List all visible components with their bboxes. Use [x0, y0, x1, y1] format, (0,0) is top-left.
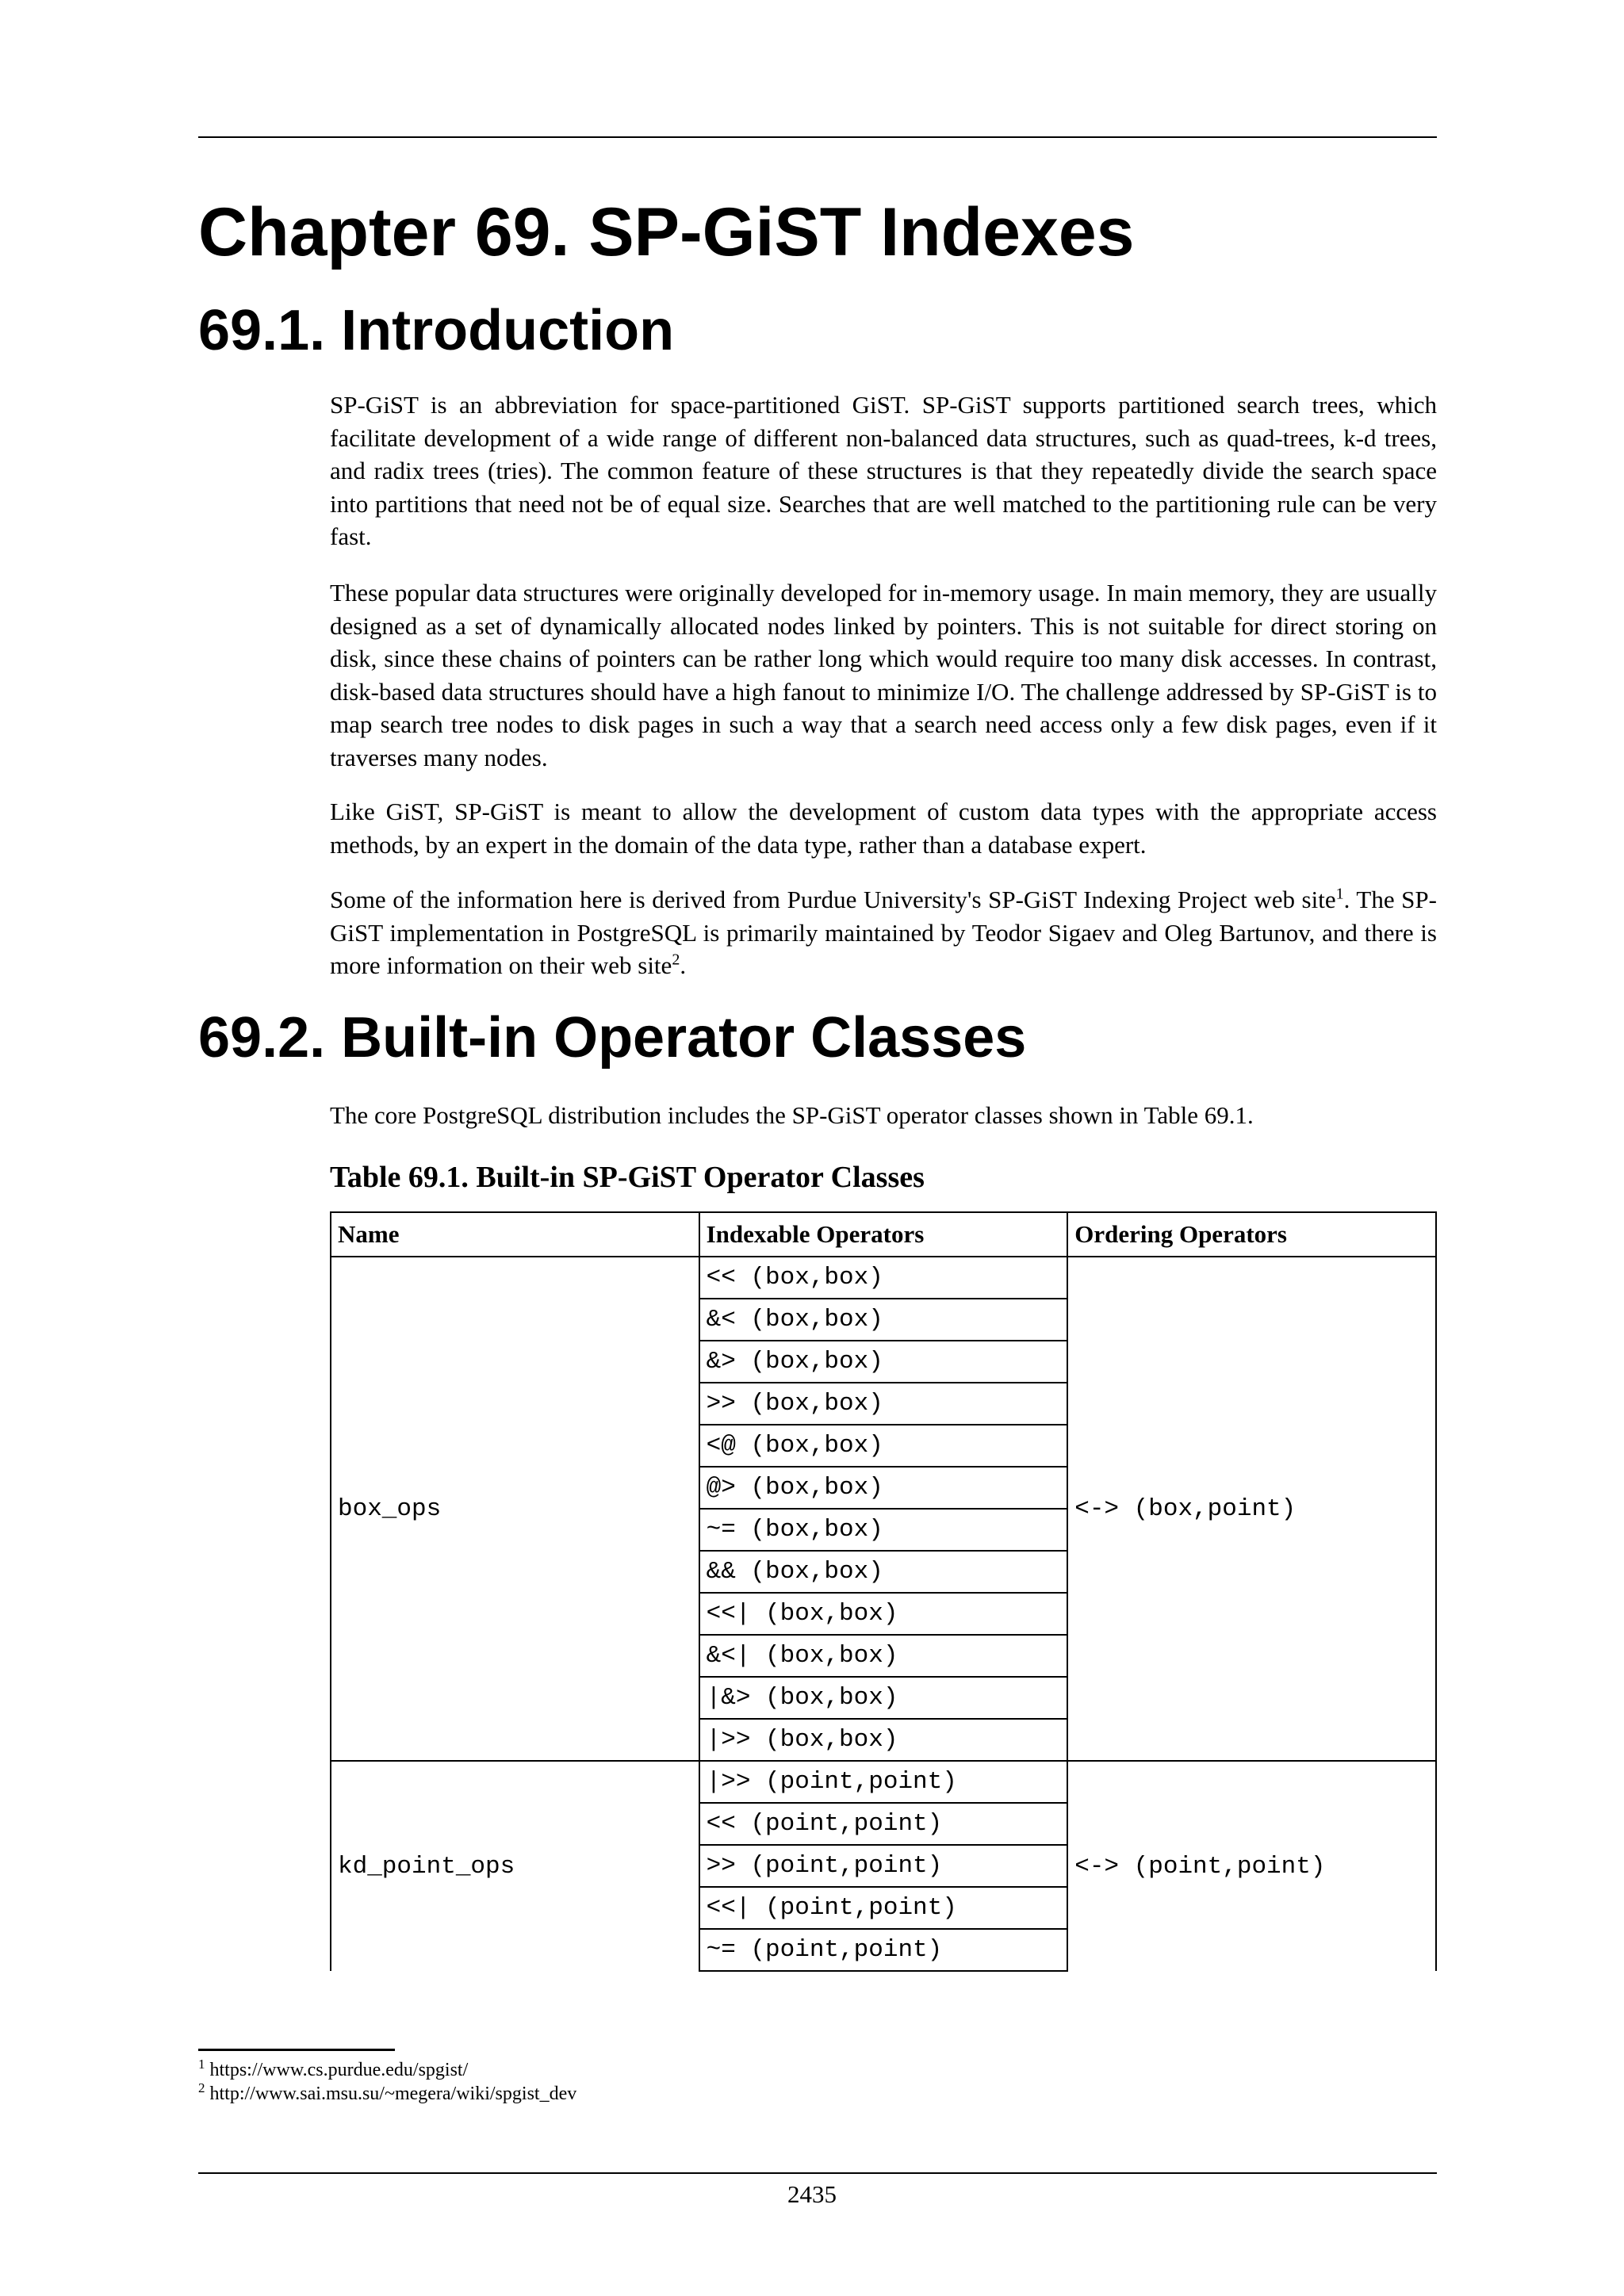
paragraph: These popular data structures were originally developed for in-memory usage. In main memory, they are usually designed as a set of dynamically allocated nodes linked by pointers. This is not suitable for direct storing on disk, since these chains of pointers can be rather long which would require too many disk accesses. In contrast, disk-based data structures should have a high fanout to minimize I/O. The challenge addressed by SP-GiST is to map search tree nodes to disk pages in such a way that a search need access only a few disk pages, even if it traverses many nodes.	[330, 579, 1437, 771]
paragraph: SP-GiST is an abbreviation for space-partitioned GiST. SP-GiST supports partitioned search trees, which facilitate development of a wide range of different non-balanced data structures, such as quad-trees, k-d trees, and radix trees (tries). The common feature of these structures is that they repeatedly divide the search space into partitions that need not be of equal size. Searches that are well matched to the partitioning rule can be very fast.	[330, 391, 1437, 550]
footnote-link[interactable]: https://www.cs.purdue.edu/spgist/	[209, 2060, 469, 2080]
ordering-operator: <-> (box,point)	[1067, 1257, 1436, 1761]
indexable-operator: ~= (point,point)	[699, 1929, 1068, 1971]
ordering-operator: <-> (point,point)	[1067, 1761, 1436, 1971]
indexable-operator: |>> (box,box)	[699, 1719, 1068, 1761]
table-row	[331, 1257, 1436, 1299]
indexable-operator: && (box,box)	[699, 1551, 1068, 1593]
header-rule	[198, 136, 1437, 138]
opclass-name: kd_point_ops	[331, 1761, 699, 1971]
paragraph: Like GiST, SP-GiST is meant to allow the development of custom data types with the appropriate access methods, by an expert in the domain of the data type, rather than a database expert.	[330, 798, 1437, 859]
indexable-operator: &> (box,box)	[699, 1341, 1068, 1383]
footnote-number: 2	[198, 2080, 205, 2095]
indexable-operator: << (box,box)	[699, 1257, 1068, 1299]
paragraph	[330, 883, 1437, 982]
indexable-operator: @> (box,box)	[699, 1467, 1068, 1509]
paragraph: The core PostgreSQL distribution includes the SP-GiST operator classes shown in Table 69.1.	[330, 1101, 1254, 1129]
indexable-operator: << (point,point)	[699, 1803, 1068, 1845]
indexable-operator: >> (box,box)	[699, 1383, 1068, 1425]
table-row	[331, 1761, 1436, 1803]
operator-classes-table	[330, 1211, 1437, 1972]
footnote-link[interactable]: http://www.sai.msu.su/~megera/wiki/spgist_dev	[209, 2084, 577, 2104]
table-header-row	[331, 1212, 1436, 1257]
indexable-operator: |>> (point,point)	[699, 1761, 1068, 1803]
section-title-operator-classes: 69.2. Built-in Operator Classes	[198, 1006, 1027, 1070]
indexable-operator: ~= (box,box)	[699, 1509, 1068, 1551]
section-title-introduction: 69.1. Introduction	[198, 299, 675, 362]
footnote-1	[198, 2058, 468, 2082]
footnote-2	[198, 2082, 576, 2106]
column-header-name: Name	[331, 1212, 699, 1257]
indexable-operator: &< (box,box)	[699, 1299, 1068, 1341]
paragraph-text: Some of the information here is derived from Purdue University's SP-GiST Indexing Project web site	[330, 886, 1336, 913]
indexable-operator: >> (point,point)	[699, 1845, 1068, 1887]
indexable-operator: |&> (box,box)	[699, 1677, 1068, 1719]
column-header-indexable: Indexable Operators	[699, 1212, 1068, 1257]
paragraph-text: . The SP-GiST implementation in PostgreSQL is primarily maintained by Teodor Sigaev and Oleg Bartunov, and there is more information on their web site	[330, 886, 1437, 979]
footnote-number: 1	[198, 2057, 205, 2072]
indexable-operator: &<| (box,box)	[699, 1635, 1068, 1677]
footnote-ref-2[interactable]: 2	[672, 951, 680, 969]
paragraph-text: .	[680, 951, 687, 979]
chapter-title: Chapter 69. SP-GiST Indexes	[198, 194, 1135, 270]
indexable-operator: <<| (box,box)	[699, 1593, 1068, 1635]
page-number: 2435	[787, 2180, 837, 2208]
opclass-name: box_ops	[331, 1257, 699, 1761]
indexable-operator: <<| (point,point)	[699, 1887, 1068, 1929]
footer-rule	[198, 2172, 1437, 2174]
indexable-operator: <@ (box,box)	[699, 1425, 1068, 1467]
footnote-separator	[198, 2049, 395, 2051]
table-title: Table 69.1. Built-in SP-GiST Operator Classes	[330, 1161, 925, 1194]
column-header-ordering: Ordering Operators	[1067, 1212, 1436, 1257]
footnote-ref-1[interactable]: 1	[1335, 885, 1344, 903]
